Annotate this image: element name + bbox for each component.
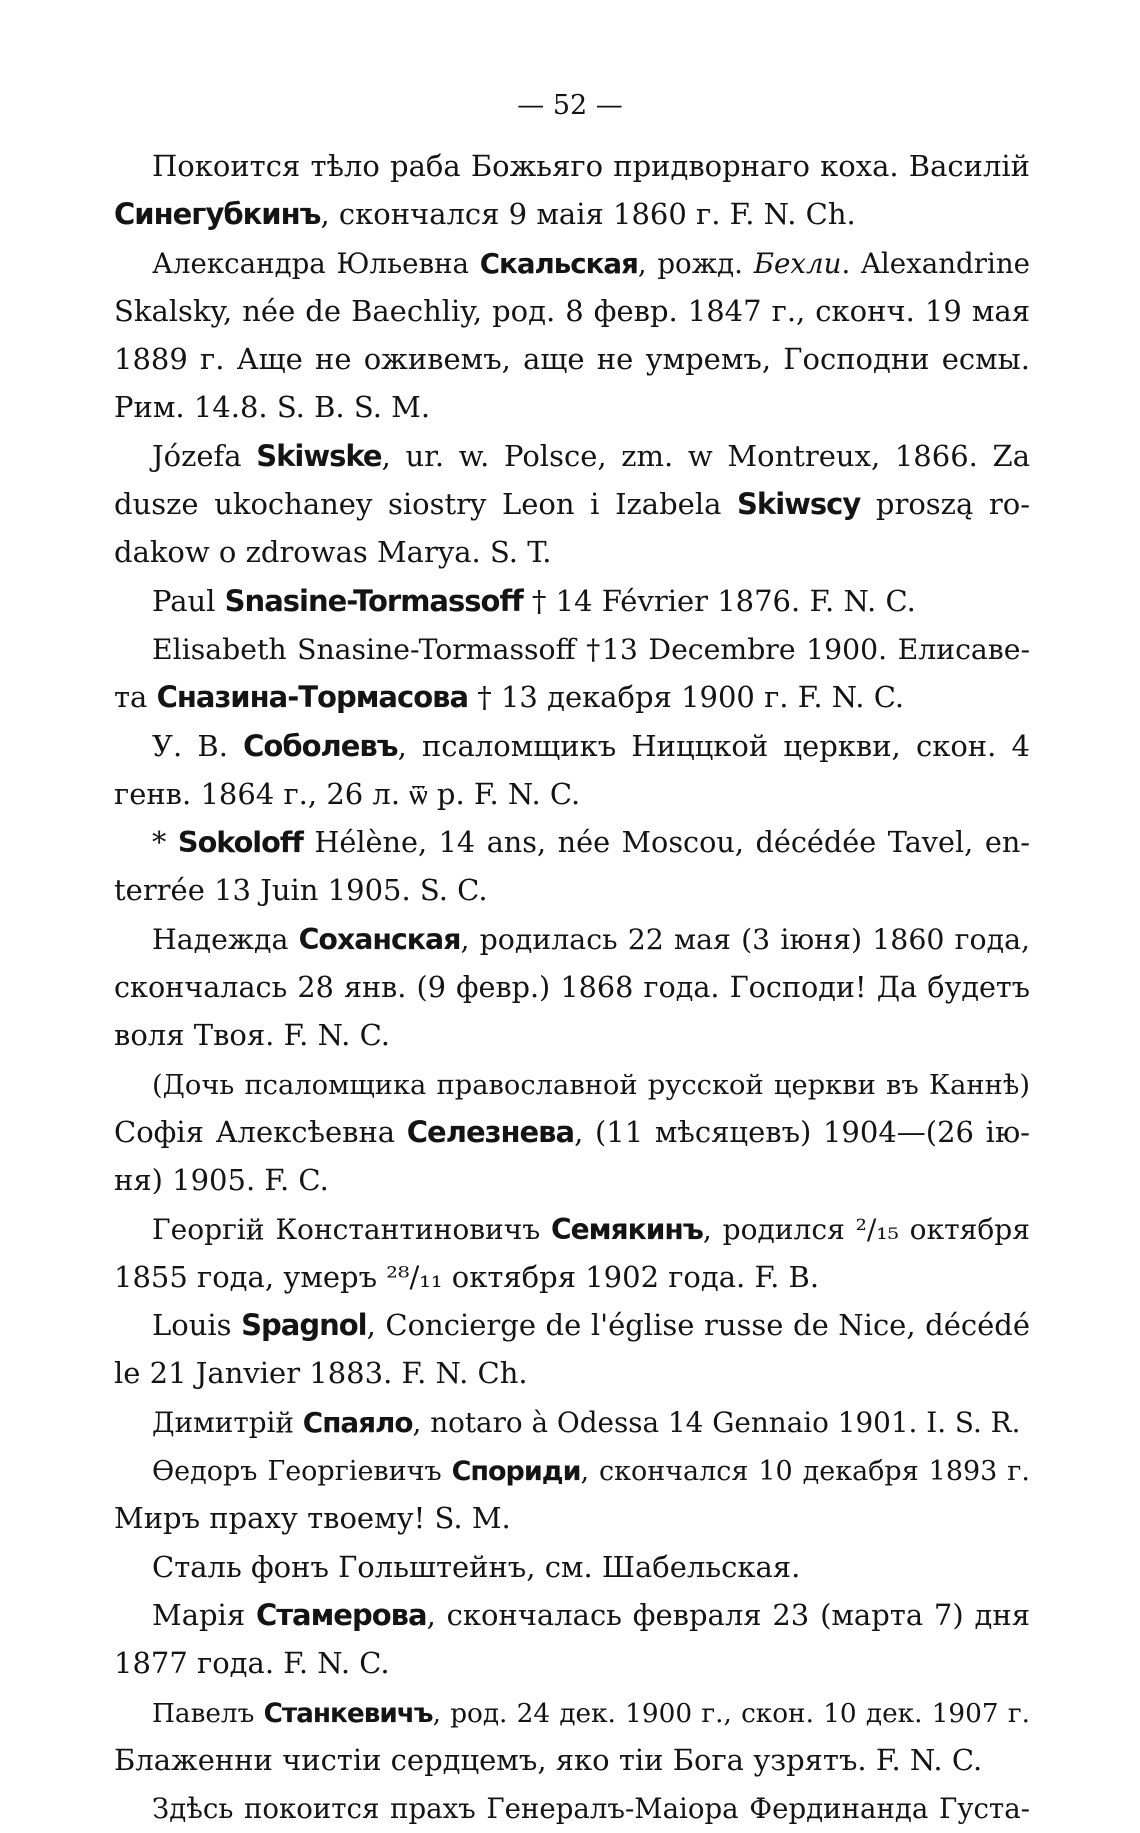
text-run: Сталь фонъ Гольштейнъ, см. Шабельская. xyxy=(152,1549,801,1584)
text-run: Здѣсь покоится прахъ Генералъ-Маіора Фердинанда Густа- xyxy=(152,1792,1030,1826)
surname: Синегубкинъ xyxy=(114,197,321,232)
text-run: 1855 года, умеръ ²⁸/₁₁ октября 1902 года. F. B. xyxy=(114,1259,820,1294)
text-line xyxy=(114,1543,1030,1591)
text-run: † 13 декабря 1900 г. F. N. C. xyxy=(468,680,905,715)
text-run: Бехли xyxy=(753,246,842,280)
surname: Skiwscy xyxy=(737,487,861,522)
text-run: , рожд. xyxy=(637,246,754,280)
surname: Соханская xyxy=(298,922,461,956)
text-run: dusze ukochaney siostry Leon i Izabela xyxy=(114,487,738,522)
text-line xyxy=(114,1784,1030,1832)
text-line xyxy=(114,1301,1030,1349)
surname: Сназина-Тормасова xyxy=(156,680,469,715)
text-line xyxy=(114,818,1030,866)
surname: Станкевичъ xyxy=(263,1698,433,1729)
text-run: Рим. 14.8. S. B. S. M. xyxy=(114,390,431,425)
text-line xyxy=(114,770,1030,818)
text-line xyxy=(114,383,1030,431)
text-run: воля Твоя. F. N. C. xyxy=(114,1018,390,1053)
text-run: Ѳедоръ Георгіевичъ xyxy=(152,1456,452,1488)
text-line xyxy=(114,866,1030,914)
surname: Спаяло xyxy=(302,1405,413,1439)
surname: Skiwske xyxy=(256,438,382,473)
text-run: 1877 года. F. N. C. xyxy=(114,1646,390,1681)
text-line xyxy=(114,287,1030,335)
text-line xyxy=(114,239,1030,287)
text-run: , родилась 22 мая (3 іюня) 1860 года, xyxy=(460,922,1031,956)
surname: Скальская xyxy=(479,246,638,280)
text-line xyxy=(114,963,1030,1011)
text-line xyxy=(114,1494,1030,1542)
text-run: , (11 мѣсяцевъ) 1904—(26 ію- xyxy=(574,1114,1030,1149)
surname: Соболевъ xyxy=(243,728,398,763)
surname: Семякинъ xyxy=(551,1212,703,1246)
text-run: та xyxy=(114,680,157,715)
text-run: ня) 1905. F. C. xyxy=(114,1163,329,1198)
text-run: . Alexandrine xyxy=(841,246,1030,280)
text-run: Skalsky, née de Baechliy, род. 8 февр. 1847 г., сконч. 19 мая xyxy=(114,293,1030,328)
surname: Спориди xyxy=(451,1456,581,1488)
text-line xyxy=(114,1639,1030,1687)
text-run: (Дочь псаломщика православной русской церкви въ Каннѣ) xyxy=(152,1069,1030,1101)
text-line xyxy=(114,480,1030,528)
text-run: Józefa xyxy=(152,438,257,473)
text-run: генв. 1864 г., 26 л. ѿ р. F. N. C. xyxy=(114,776,581,811)
text-run: , скончался 9 маія 1860 г. F. N. Ch. xyxy=(320,197,856,232)
surname: Стамерова xyxy=(255,1597,427,1632)
text-line xyxy=(114,1205,1030,1253)
surname: Spagnol xyxy=(241,1308,367,1343)
text-line xyxy=(114,1591,1030,1639)
text-run: , род. 24 дек. 1900 г., скон. 10 дек. 1907 г. xyxy=(432,1698,1030,1729)
text-run: , Concierge de l'église russe de Nice, décédé xyxy=(366,1308,1030,1343)
text-line xyxy=(114,1349,1030,1397)
text-run: Георгій Константиновичъ xyxy=(152,1212,552,1246)
text-line xyxy=(114,432,1030,480)
text-run: У. В. xyxy=(152,728,244,763)
text-run: Александра Юльевна xyxy=(152,246,480,280)
text-line xyxy=(114,335,1030,383)
text-run: * xyxy=(152,825,178,860)
text-run: Павелъ xyxy=(152,1698,264,1729)
text-line xyxy=(114,142,1030,190)
text-line xyxy=(114,190,1030,238)
text-line xyxy=(114,1446,1030,1494)
surname: Sokoloff xyxy=(177,825,303,860)
text-run: Софія Алексѣевна xyxy=(114,1114,407,1149)
text-line xyxy=(114,1108,1030,1156)
text-run: Димитрій xyxy=(152,1405,303,1439)
text-run: Louis xyxy=(152,1308,242,1343)
text-run: Надежда xyxy=(152,922,299,956)
text-run: Марія xyxy=(152,1597,256,1632)
text-run: скончалась 28 янв. (9 февр.) 1868 года. Господи! Да будетъ xyxy=(114,970,1030,1005)
text-line xyxy=(114,1060,1030,1108)
text-line xyxy=(114,673,1030,721)
text-run: Блаженни чистіи сердцемъ, яко тіи Бога узрятъ. F. N. C. xyxy=(114,1742,983,1777)
text-run: , скончался 10 декабря 1893 г. xyxy=(580,1456,1030,1488)
page-number: — 52 — xyxy=(517,90,623,121)
text-line xyxy=(114,1736,1030,1784)
text-run: Hélène, 14 ans, née Moscou, décédée Tavel, en- xyxy=(302,825,1030,860)
text-run: , ur. w. Polsce, zm. w Montreux, 1866. Za xyxy=(381,438,1030,473)
text-run: , псаломщикъ Ниццкой церкви, скон. 4 xyxy=(397,728,1030,763)
text-run: 1889 г. Аще не оживемъ, аще не умремъ, Господни есмы. xyxy=(114,342,1030,377)
text-run: , скончалась февраля 23 (марта 7) дня xyxy=(426,1597,1030,1632)
text-run: dakow o zdrowas Marya. S. T. xyxy=(114,535,552,570)
text-line xyxy=(114,1011,1030,1059)
text-line xyxy=(114,915,1030,963)
surname: Селезнева xyxy=(406,1114,575,1149)
text-line xyxy=(114,722,1030,770)
text-line xyxy=(114,625,1030,673)
text-line xyxy=(114,1156,1030,1204)
text-run: Миръ праху твоему! S. M. xyxy=(114,1501,511,1536)
text-line xyxy=(114,1253,1030,1301)
surname: Snasine-Tormassoff xyxy=(224,583,523,618)
text-run: Покоится тѣло раба Божьяго придворнаго коха. Василій xyxy=(152,149,1030,183)
text-run: proszą ro- xyxy=(860,487,1030,522)
text-line xyxy=(114,528,1030,576)
text-run: † 14 Février 1876. F. N. C. xyxy=(522,583,916,618)
text-run: Paul xyxy=(152,583,225,618)
text-line xyxy=(114,1398,1030,1446)
text-line xyxy=(114,577,1030,625)
text-run: Elisabeth Snasine-Tormassoff †13 Decembre 1900. Елисаве- xyxy=(152,632,1030,666)
text-run: , родился ²/₁₅ октября xyxy=(702,1212,1030,1246)
page-text xyxy=(114,142,1030,1832)
text-run: , notaro à Odessa 14 Gennaio 1901. I. S. R. xyxy=(412,1405,1021,1439)
text-run: terrée 13 Juin 1905. S. C. xyxy=(114,873,488,908)
text-line xyxy=(114,1688,1030,1736)
text-run: le 21 Janvier 1883. F. N. Ch. xyxy=(114,1356,528,1391)
